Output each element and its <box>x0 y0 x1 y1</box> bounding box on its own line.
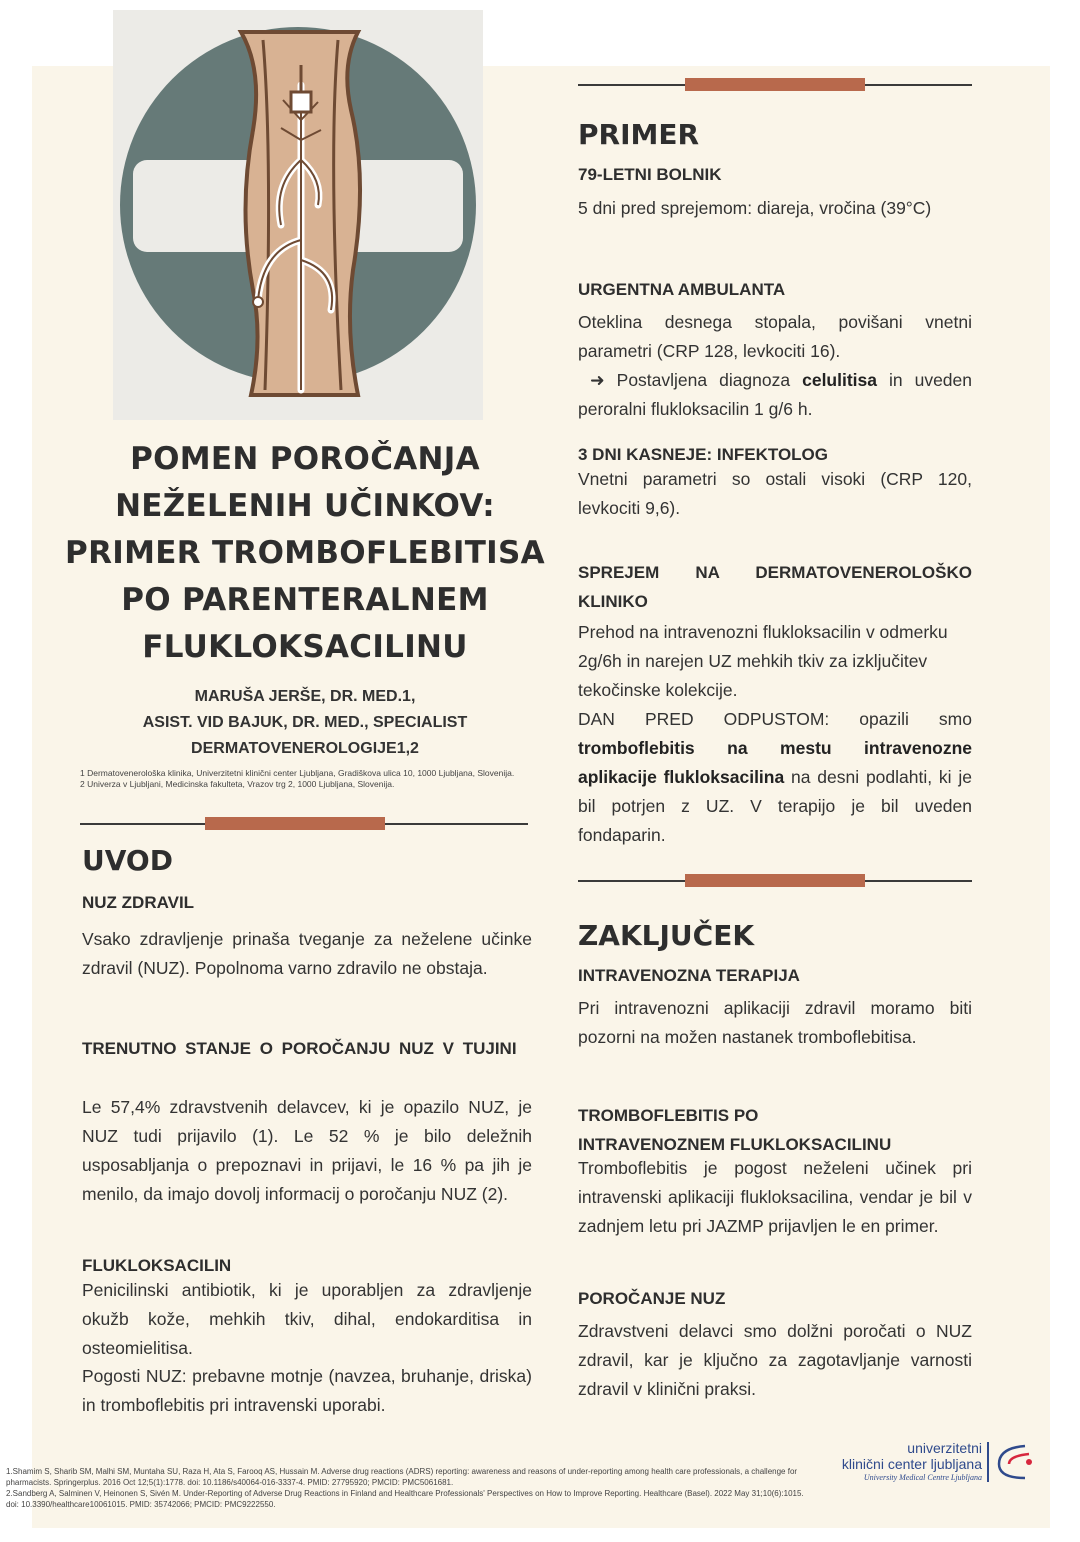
poster-title: POMEN POROČANJA NEŽELENIH UČINKOV: PRIMER TROMBOFLEBITISA PO PARENTERALNEM FLUKLOKSACILINU <box>65 441 545 665</box>
text-odpust: DAN PRED ODPUSTOM: opazili smo tromboflebitis na mestu intravenozne aplikacije flukloksacilina na desni podlahti, ki je bil potrjen z UZ. V terapijo je bil uveden fondaparin. <box>578 709 972 845</box>
subheading-iv-terapija: INTRAVENOZNA TERAPIJA <box>578 966 800 985</box>
text-bolnik: 5 dni pred sprejemom: diareja, vročina (39°C) <box>578 198 932 218</box>
text-sprejem: Prehod na intravenozni flukloksacilin v odmerku 2g/6h in narejen UZ mehkih tkiv za izključitev tekočinske kolekcije. <box>578 622 948 700</box>
leg-vein-icon <box>113 10 483 420</box>
text-infektolog: Vnetni parametri so ostali visoki (CRP 120, levkociti 9,6). <box>578 469 972 518</box>
divider-accent <box>205 817 385 830</box>
text-porocanje: Zdravstveni delavci smo dolžni poročati o NUZ zdravil, kar je ključno za zagotavljanje varnosti zdravil v klinični praksi. <box>578 1321 972 1399</box>
subheading-tromboflebitis: TROMBOFLEBITIS PO INTRAVENOZNEM FLUKLOKSACILINU <box>578 1106 892 1154</box>
text-iv-terapija: Pri intravenozni aplikaciji zdravil moramo biti pozorni na možen nastanek tromboflebitisa. <box>578 998 972 1047</box>
text-nuz: Vsako zdravljenje prinaša tveganje za neželene učinke zdravil (NUZ). Popolnoma varno zdravilo ne obstaja. <box>82 929 532 978</box>
subheading-flukloksacilin: FLUKLOKSACILIN <box>82 1256 232 1275</box>
references: 1.Shamim S, Sharib SM, Malhi SM, Muntaha SU, Raza H, Ata S, Farooq AS, Hussain M. Adverse drug reactions (ADRS) reporting: awareness and reasons of under-reporting among health care professionals, a challenge for pharmacists. Springerplus. 2016 Oct 12;5(1):1778. doi: 10.1186/s40064-016-3337-4. PMID: 27795920; PMCID: PMC5061681. 2.Sandberg A, Salminen V, Heinonen S, Sivén M. Under-Reporting of Adverse Drug Reactions in Finland and Healthcare Professionals' Perspectives on How to Improve Reporting. Healthcare (Basel). 2022 May 31;10(6):1015. doi: 10.3390/healthcare10061015. PMID: 35742066; PMCID: PMC9222550. <box>6 1467 804 1509</box>
ukc-logo: univerzitetni klinični center ljubljana University Medical Centre Ljubljana <box>841 1440 982 1482</box>
subheading-bolnik: 79-LETNI BOLNIK <box>578 165 722 184</box>
section-heading-primer: PRIMER <box>578 118 700 151</box>
text-flukloksacilin-nuz: Pogosti NUZ: prebavne motnje (navzea, bruhanje, driska) in tromboflebitis pri intravenski uporabi. <box>82 1366 532 1415</box>
text-tromboflebitis: Tromboflebitis je pogost neželeni učinek pri intravenski aplikaciji flukloksacilina, vendar je bil v zadnjem letu pri JAZMP prijavljen le en primer. <box>578 1158 972 1236</box>
section-heading-uvod: UVOD <box>82 844 173 877</box>
divider-accent <box>685 78 865 91</box>
authors: MARUŠA JERŠE, DR. MED.1, ASIST. VID BAJUK, DR. MED., SPECIALIST DERMATOVENEROLOGIJE1,2 <box>142 688 468 757</box>
subheading-urgentna: URGENTNA AMBULANTA <box>578 280 786 299</box>
subheading-stanje: TRENUTNO STANJE O POROČANJU NUZ V TUJINI <box>82 1039 517 1058</box>
text-flukloksacilin: Penicilinski antibiotik, ki je uporabljen za zdravljenje okužb kože, mehkih tkiv, dihal, endokarditisa in osteomielitisa. <box>82 1280 532 1358</box>
subheading-nuz: NUZ ZDRAVIL <box>82 893 195 912</box>
arrow-right-icon: ➜ <box>589 370 605 390</box>
text-stanje: Le 57,4% zdravstvenih delavcev, ki je opazilo NUZ, je NUZ tudi prijavilo (1). Le 52 % je bilo deležnih usposabljanja o prepoznavi in prijavi, le 16 % pa jih je menilo, da imajo dovolj informacij o poročanju NUZ (2). <box>82 1097 532 1204</box>
subheading-infektolog: 3 DNI KASNEJE: INFEKTOLOG <box>578 445 828 464</box>
subheading-sprejem: SPREJEM NA DERMATOVENEROLOŠKO KLINIKO <box>578 563 972 611</box>
text-urgentna: Oteklina desnega stopala, povišani vnetni parametri (CRP 128, levkociti 16). ➜ Postavljena diagnoza celulitisa in uveden peroralni flukloksacilin 1 g/6 h. <box>578 312 973 419</box>
ukc-logo-icon <box>985 1438 1037 1484</box>
subheading-porocanje: POROČANJE NUZ <box>578 1289 726 1308</box>
section-heading-zakljucek: ZAKLJUČEK <box>578 919 755 952</box>
vein-illustration <box>113 10 483 420</box>
affiliations: 1 Dermatovenerološka klinika, Univerzitetni klinični center Ljubljana, Gradiškova ulica 10, 1000 Ljubljana, Slovenija. 2 Univerza v Ljubljani, Medicinska fakulteta, Vrazov trg 2, 1000 Ljubljana, Slovenija. <box>80 768 515 789</box>
divider-accent <box>685 874 865 887</box>
